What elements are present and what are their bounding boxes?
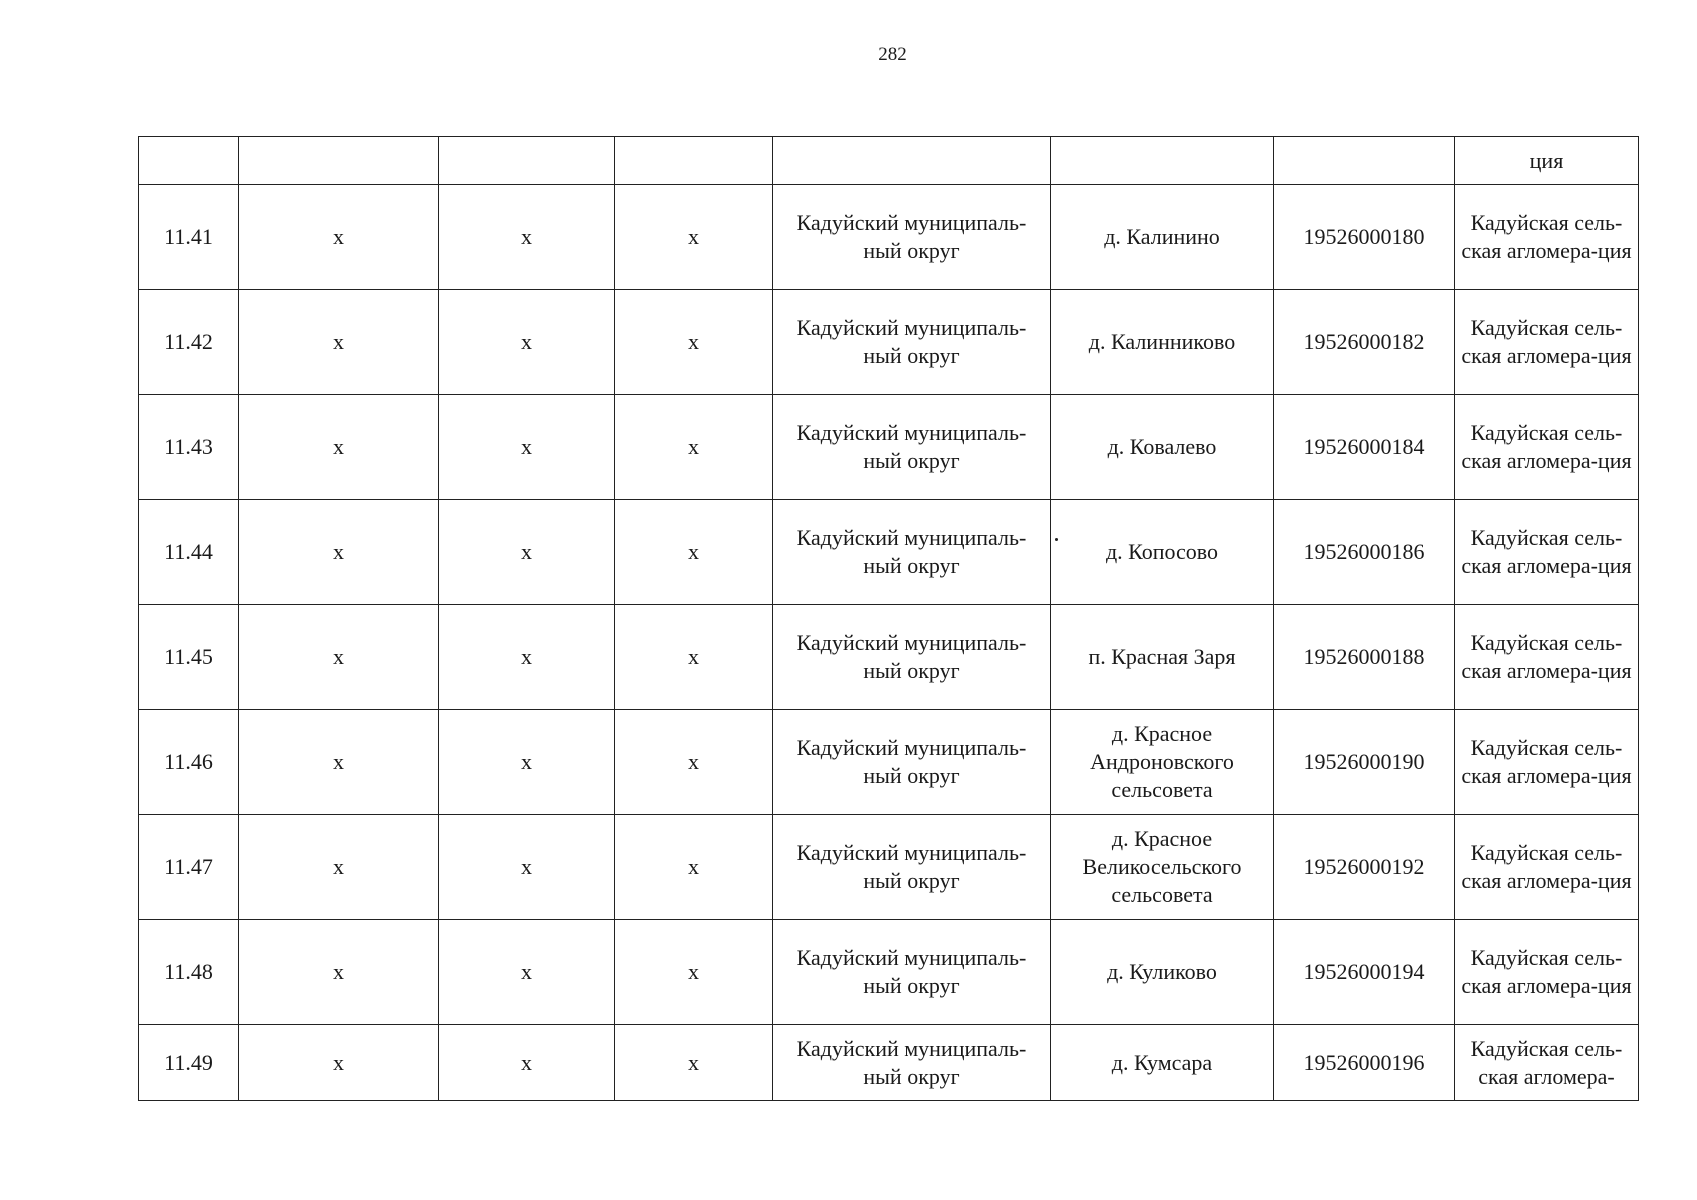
table-row [139, 815, 1639, 920]
cell-x: х [615, 500, 773, 605]
row-number: 11.42 [139, 290, 239, 395]
code-cell: 19526000184 [1274, 395, 1455, 500]
table-row [139, 290, 1639, 395]
cell-x: х [615, 605, 773, 710]
cell-x: х [439, 395, 615, 500]
row-number: 11.43 [139, 395, 239, 500]
district-cell: Кадуйский муниципаль-ный округ [773, 395, 1051, 500]
settlement-cell: д. Калинино [1051, 185, 1274, 290]
table-row [139, 710, 1639, 815]
agglomeration-cell: Кадуйская сель-ская агломера-ция [1455, 500, 1639, 605]
code-cell: 19526000186 [1274, 500, 1455, 605]
header-cell [1274, 137, 1455, 185]
cell-x: х [439, 185, 615, 290]
cell-x: х [239, 290, 439, 395]
header-cell [239, 137, 439, 185]
district-cell: Кадуйский муниципаль-ный округ [773, 185, 1051, 290]
settlement-cell: д. Ковалево [1051, 395, 1274, 500]
settlement-cell: д. Куликово [1051, 920, 1274, 1025]
district-cell: Кадуйский муниципаль-ный округ [773, 920, 1051, 1025]
district-cell: Кадуйский муниципаль-ный округ [773, 1025, 1051, 1101]
cell-x: х [439, 710, 615, 815]
code-cell: 19526000196 [1274, 1025, 1455, 1101]
code-cell: 19526000180 [1274, 185, 1455, 290]
settlements-table [138, 136, 1639, 1101]
cell-x: х [439, 500, 615, 605]
code-cell: 19526000188 [1274, 605, 1455, 710]
cell-x: х [439, 290, 615, 395]
cell-x: х [615, 920, 773, 1025]
cell-x: х [615, 185, 773, 290]
cell-x: х [615, 395, 773, 500]
row-number: 11.44 [139, 500, 239, 605]
table-row [139, 1025, 1639, 1101]
district-cell: Кадуйский муниципаль-ный округ [773, 290, 1051, 395]
row-number: 11.49 [139, 1025, 239, 1101]
cell-x: х [615, 710, 773, 815]
code-cell: 19526000182 [1274, 290, 1455, 395]
cell-x: х [239, 815, 439, 920]
settlement-cell: д. Красное Великосельского сельсовета [1051, 815, 1274, 920]
row-number: 11.46 [139, 710, 239, 815]
agglomeration-cell: Кадуйская сель-ская агломера-ция [1455, 395, 1639, 500]
agglomeration-cell: Кадуйская сель-ская агломера- [1455, 1025, 1639, 1101]
cell-x: х [615, 815, 773, 920]
cell-x: х [439, 605, 615, 710]
agglomeration-cell: Кадуйская сель-ская агломера-ция [1455, 815, 1639, 920]
table-row [139, 605, 1639, 710]
settlement-cell: п. Красная Заря [1051, 605, 1274, 710]
cell-x: х [239, 920, 439, 1025]
cell-x: х [239, 605, 439, 710]
header-cell [139, 137, 239, 185]
district-cell: Кадуйский муниципаль-ный округ [773, 710, 1051, 815]
row-number: 11.47 [139, 815, 239, 920]
cell-x: х [439, 1025, 615, 1101]
cell-x: х [239, 185, 439, 290]
cell-x: х [615, 1025, 773, 1101]
settlement-cell: д. Копосово [1051, 500, 1274, 605]
agglomeration-cell: Кадуйская сель-ская агломера-ция [1455, 920, 1639, 1025]
table-row [139, 395, 1639, 500]
cell-x: х [239, 395, 439, 500]
cell-x: х [439, 920, 615, 1025]
code-cell: 19526000194 [1274, 920, 1455, 1025]
settlement-cell: д. Красное Андроновского сельсовета [1051, 710, 1274, 815]
table-header-row [139, 137, 1639, 185]
scan-speck [1055, 538, 1058, 541]
cell-x: х [239, 1025, 439, 1101]
district-cell: Кадуйский муниципаль-ный округ [773, 815, 1051, 920]
table-row [139, 500, 1639, 605]
table-row [139, 920, 1639, 1025]
header-cell [439, 137, 615, 185]
agglomeration-cell: Кадуйская сель-ская агломера-ция [1455, 290, 1639, 395]
settlement-cell: д. Калинниково [1051, 290, 1274, 395]
header-cell [773, 137, 1051, 185]
code-cell: 19526000190 [1274, 710, 1455, 815]
settlement-cell: д. Кумсара [1051, 1025, 1274, 1101]
page-number: 282 [878, 44, 907, 65]
table-row [139, 185, 1639, 290]
district-cell: Кадуйский муниципаль-ный округ [773, 605, 1051, 710]
header-cell: ция [1455, 137, 1639, 185]
row-number: 11.48 [139, 920, 239, 1025]
row-number: 11.41 [139, 185, 239, 290]
agglomeration-cell: Кадуйская сель-ская агломера-ция [1455, 710, 1639, 815]
cell-x: х [615, 290, 773, 395]
district-cell: Кадуйский муниципаль-ный округ [773, 500, 1051, 605]
cell-x: х [239, 500, 439, 605]
agglomeration-cell: Кадуйская сель-ская агломера-ция [1455, 605, 1639, 710]
header-cell [1051, 137, 1274, 185]
code-cell: 19526000192 [1274, 815, 1455, 920]
cell-x: х [239, 710, 439, 815]
header-cell [615, 137, 773, 185]
cell-x: х [439, 815, 615, 920]
row-number: 11.45 [139, 605, 239, 710]
agglomeration-cell: Кадуйская сель-ская агломера-ция [1455, 185, 1639, 290]
